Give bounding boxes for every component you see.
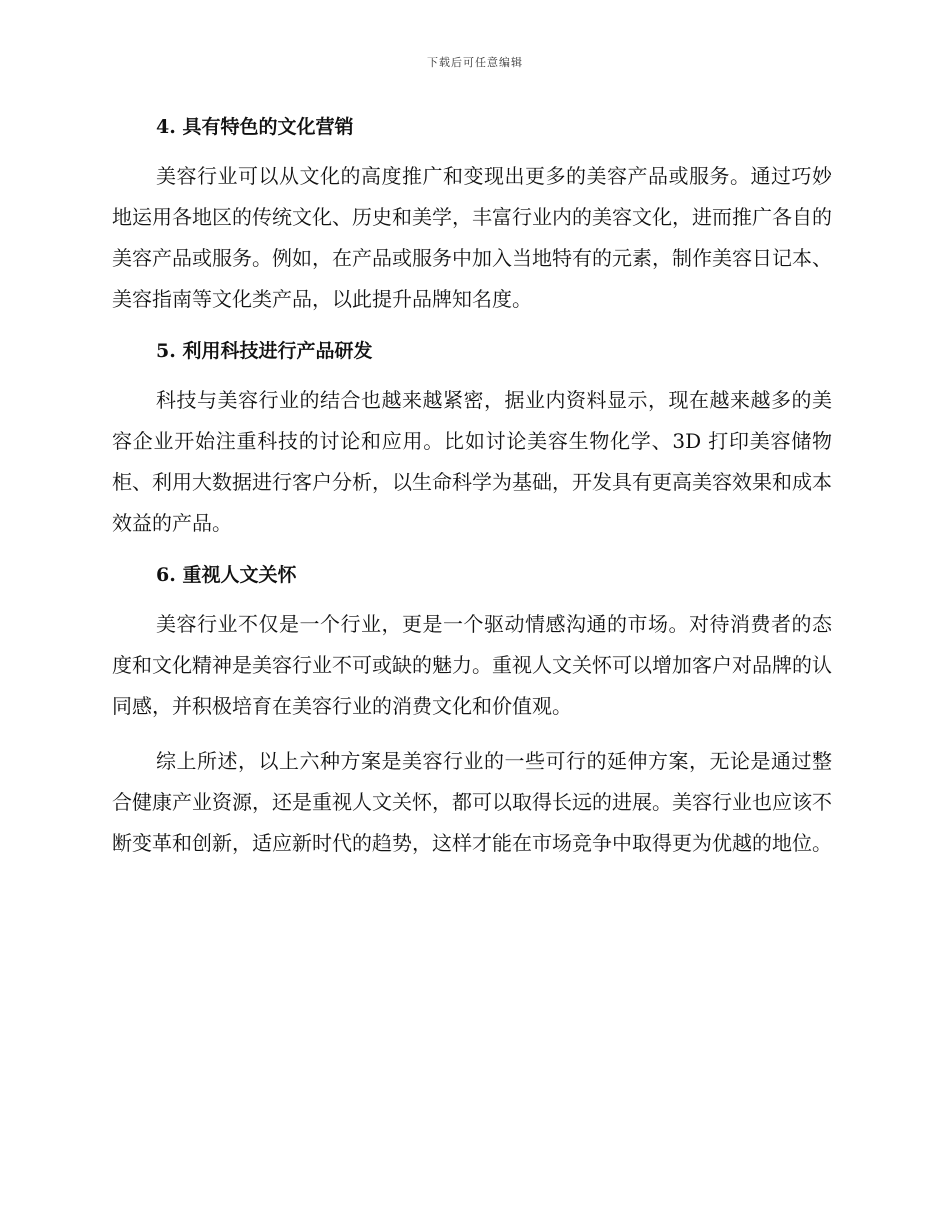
- section-heading-4: 4. 具有特色的文化营销: [156, 116, 354, 138]
- section-heading-6: 6. 重视人文关怀: [156, 564, 297, 586]
- page-header: 下载后可任意编辑: [427, 56, 523, 69]
- section-paragraph-5: 科技与美容行业的结合也越来越紧密，据业内资料显示，现在越来越多的美容企业开始注重科技的讨论和应用。比如讨论美容生物化学、3D 打印美容储物柜、利用大数据进行客户分析，以生命科学为基础，开发具有更高美容效果和成本效益的产品。: [112, 388, 832, 535]
- document-body: [112, 110, 832, 878]
- conclusion-paragraph: 综上所述，以上六种方案是美容行业的一些可行的延伸方案，无论是通过整合健康产业资源，还是重视人文关怀，都可以取得长远的进展。美容行业也应该不断变革和创新，适应新时代的趋势，这样才能在市场竞争中取得更为优越的地位。: [112, 749, 832, 855]
- section-paragraph-4: 美容行业可以从文化的高度推广和变现出更多的美容产品或服务。通过巧妙地运用各地区的传统文化、历史和美学，丰富行业内的美容文化，进而推广各自的美容产品或服务。例如，在产品或服务中加入当地特有的元素，制作美容日记本、美容指南等文化类产品，以此提升品牌知名度。: [112, 164, 832, 311]
- section-heading-5: 5. 利用科技进行产品研发: [156, 340, 373, 362]
- section-paragraph-6: 美容行业不仅是一个行业，更是一个驱动情感沟通的市场。对待消费者的态度和文化精神是美容行业不可或缺的魅力。重视人文关怀可以增加客户对品牌的认同感，并积极培育在美容行业的消费文化和价值观。: [112, 612, 832, 718]
